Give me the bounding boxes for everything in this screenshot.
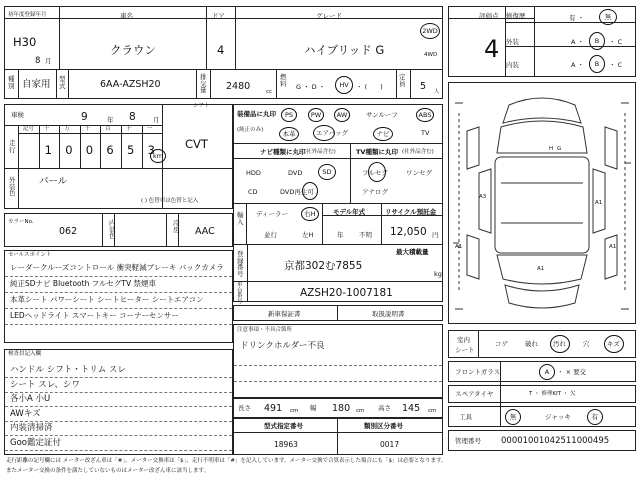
fuel-tail: ・ ( )	[356, 83, 383, 91]
hei-value: 145	[402, 403, 421, 414]
shift-label: シフト	[193, 103, 210, 109]
exterior-c: ・ C	[609, 38, 623, 46]
color-note: ( ) 色替車は色替と記入	[141, 198, 199, 204]
navi-cd: CD	[248, 188, 258, 196]
type-cert-box	[233, 418, 338, 455]
tv-type-title: TV種類に丸印	[356, 148, 398, 156]
damage-a1-right: A1	[609, 244, 617, 250]
manual-label: 取扱説明書	[372, 310, 405, 318]
model-year-label: モデル年式	[333, 208, 366, 216]
class-box	[337, 418, 443, 455]
damage-h: H	[549, 146, 554, 152]
car-outline-svg	[449, 83, 635, 323]
disp-label: 排気量	[200, 73, 207, 94]
navi-title: ナビ種類に丸印	[260, 148, 306, 156]
class-label: 類別区分番号	[364, 422, 403, 430]
disp-unit: cc	[266, 89, 273, 95]
model-value: 6AA-AZSH20	[100, 79, 161, 90]
type-label: 種別	[8, 75, 15, 90]
front-glass-box	[448, 361, 636, 382]
reg-no-value: 京都302む7855	[284, 260, 363, 272]
equip-airbag: エアバッグ	[316, 129, 348, 137]
interior-c: ・ C	[609, 61, 623, 69]
warranty-box	[233, 305, 338, 321]
doors-label: ドア	[212, 12, 225, 20]
model-year-box	[322, 203, 382, 245]
manual-box	[337, 305, 443, 321]
car-name-label: 車名	[120, 12, 133, 20]
equip-aw: AW	[334, 108, 350, 122]
sales-point-line: 本革シート パワーシート シートヒーター シートエアコン	[10, 295, 204, 304]
interior-color-label: 内装色	[109, 219, 116, 240]
len-value: 491	[264, 403, 283, 414]
tv-oneseg: ワンセグ	[406, 169, 432, 177]
exterior-label: 外装	[506, 38, 519, 46]
spare-items: T ・ 修理KIT ・ 欠	[529, 391, 576, 397]
inspector-line: 内装清掃済	[10, 423, 53, 433]
chassis-label: 車台番号	[237, 282, 243, 305]
mileage-digit-head: 一	[146, 126, 153, 132]
disp-value: 2480	[226, 81, 251, 92]
tv-fullseg: フルセグ	[362, 169, 388, 177]
equip-tv: TV	[421, 129, 430, 137]
equipment-sub: (純正のみ)	[237, 127, 264, 133]
equip-navi: ナビ	[373, 127, 393, 141]
seat-burn: コゲ	[495, 340, 508, 348]
mileage-digit: 5	[127, 143, 135, 157]
grade-cell	[235, 6, 443, 70]
fuel-label: 燃料	[280, 73, 287, 88]
model-year-unit: 年	[337, 231, 344, 239]
front-glass-tail: ・ × 要交	[557, 368, 587, 376]
cap-unit: 人	[434, 89, 440, 95]
recycle-box	[381, 203, 443, 245]
new-car-warranty: 新車保証書	[268, 310, 301, 318]
color-code-cell	[4, 213, 233, 247]
wid-label: 幅	[310, 404, 317, 412]
model-year-unknown: 不明	[359, 231, 372, 239]
max-load-label: 最大積載量	[396, 248, 429, 256]
color-code-value: 062	[59, 226, 78, 237]
hei-label: 高さ	[378, 404, 391, 412]
interior-label: 内装	[506, 61, 519, 69]
mileage-digit-head: 記号	[23, 126, 35, 132]
notes-text: ドリンクホルダー不良	[240, 341, 325, 351]
spare-label: スペアタイヤ	[455, 390, 494, 398]
shift-value: CVT	[185, 137, 208, 151]
inspector-title: 検査員記入欄	[8, 351, 42, 357]
airbag-circle	[313, 125, 335, 141]
type-cert-value: 18963	[274, 440, 298, 449]
type-cert-label: 型式指定番号	[264, 422, 303, 430]
max-load-unit: kg	[434, 270, 442, 278]
car-name-cell	[59, 6, 207, 70]
inspector-line: シート スレ、シワ	[10, 379, 81, 390]
repair-label: 修復歴	[506, 12, 526, 20]
dims-box	[233, 398, 443, 418]
cap-label: 定員	[399, 73, 406, 88]
inspection-label: 車検	[11, 111, 24, 119]
class-value: 0017	[380, 440, 400, 449]
interior-seat-label: 室内	[457, 336, 470, 344]
reg-date-cell	[4, 6, 60, 70]
seat-tear: 破れ	[525, 340, 538, 348]
interior-selected: B	[589, 55, 605, 73]
damage-a1-rear: A1	[537, 266, 545, 272]
doors-value: 4	[217, 43, 225, 57]
reg-no-label: 登録番号	[237, 250, 244, 278]
interior-seat-label2: シート	[455, 346, 475, 354]
inspection-cell	[4, 104, 163, 126]
navi-dvd-play-circle	[302, 182, 318, 200]
mgmt-label: 管理番号	[455, 437, 481, 445]
tv-analog: アナログ	[362, 188, 388, 196]
navi-tv-box	[233, 143, 443, 204]
sales-point-line: 純正SDナビ Bluetooth フルセグTV 禁煙車	[10, 279, 157, 288]
seat-stain: 汚れ	[553, 340, 566, 348]
inspector-line: AWキズ	[10, 408, 41, 419]
color-cell	[4, 168, 233, 209]
repair-selected: 無	[599, 9, 617, 25]
len-label: 長さ	[238, 404, 251, 412]
mileage-digit-head: 千	[84, 126, 91, 132]
score-label: 評価点	[479, 12, 499, 20]
import-label: 輸入	[237, 211, 244, 226]
seat-hole: 穴	[583, 340, 590, 348]
navi-sub: (社外品含む)	[304, 149, 336, 155]
jack-label: ジャッキ	[545, 413, 571, 421]
seat-scratch-circle	[604, 335, 624, 353]
mileage-digit: 6	[106, 143, 114, 157]
len-unit: cm	[290, 408, 299, 414]
tv-type-sub: (社外品含む)	[402, 149, 434, 155]
mileage-digit-head: 十	[43, 126, 50, 132]
interior-seat-box	[448, 330, 636, 358]
damage-a1-right-front: A1	[595, 200, 603, 206]
repair-options: 有 ・	[569, 14, 585, 22]
inspection-year-unit: 年	[107, 116, 114, 124]
sales-point-line: LEDヘッドライト スマートキー コーナーセンサー	[10, 311, 179, 320]
mileage-unit: km	[150, 149, 166, 163]
navi-hdd: HDD	[246, 169, 261, 177]
navi-dvd-play: DVD再生可	[280, 188, 314, 196]
seat-stain-circle	[550, 335, 570, 353]
ac-value: AAC	[195, 226, 215, 237]
seat-scratch: キズ	[607, 340, 620, 348]
interior-a: A ・	[571, 61, 585, 69]
condition-box	[506, 6, 636, 77]
import-parallel: 並行	[264, 231, 277, 239]
import-dealer: ディーラー	[256, 210, 288, 218]
chassis-value: AZSH20-1007181	[300, 287, 393, 299]
inspector-line: ハンドル シフト・トリム スレ	[10, 365, 126, 375]
damage-a1-left: A1	[455, 244, 463, 250]
equip-ps: PS	[281, 108, 297, 122]
reg-month: 8	[35, 56, 41, 66]
equip-abs: ABS	[416, 108, 434, 122]
grade-label: グレード	[316, 12, 342, 20]
drive-2wd: 2WD	[420, 23, 440, 39]
sales-points-title: セールスポイント	[8, 252, 52, 258]
mileage-digit-head: 万	[64, 126, 70, 132]
color-value: パール	[39, 176, 68, 187]
import-left-h: 左H	[302, 231, 314, 239]
mileage-digit: 0	[65, 143, 73, 157]
tools-val: 無	[505, 409, 521, 425]
mgmt-box	[448, 430, 636, 451]
inspection-year: 9	[81, 111, 88, 123]
equip-sunroof: サンルーフ	[366, 111, 398, 119]
mileage-digit: 3	[147, 143, 155, 157]
equipment-title: 装備品に丸印	[237, 110, 276, 118]
mileage-digit-head: 百	[105, 126, 111, 132]
navi-dvd: DVD	[288, 169, 303, 177]
mgmt-value: 00001001042511000495	[501, 436, 610, 446]
car-name: クラウン	[110, 43, 156, 57]
drive-4wd: 4WD	[424, 52, 438, 58]
wid-unit: cm	[356, 408, 365, 414]
mileage-digit: 0	[85, 143, 94, 157]
footer-line-1: 走行距離の記号欄には メーター改ざん車は「#」、メーター交換車は「$」、走行不明車は「#」を記入しています。メーター交換で合算表示した場合にも「$」は必要となります。	[6, 458, 447, 464]
type-value: 自家用	[22, 79, 51, 90]
mileage-digit: 1	[44, 143, 52, 157]
hei-unit: cm	[428, 408, 437, 414]
recycle-value: 12,050	[390, 226, 427, 238]
inspection-month: 8	[129, 111, 136, 123]
recycle-label: リサイクル預託金	[385, 208, 437, 216]
chassis-box	[233, 281, 443, 305]
tools-label: 工具	[459, 413, 472, 421]
recycle-unit: 円	[432, 231, 439, 239]
inspector-line: Goo鑑定証付	[10, 437, 61, 448]
reg-year: H30	[13, 35, 37, 49]
ac-label: 冷房	[173, 219, 180, 234]
reg-date-label: 初年度登録年月	[8, 12, 47, 18]
inspector-line: 各小A 小U	[10, 394, 51, 404]
score-value: 4	[484, 35, 500, 63]
fuel-options: G ・ D ・	[296, 83, 326, 91]
wid-value: 180	[332, 403, 351, 414]
reg-month-unit: 月	[45, 57, 52, 65]
damage-a3: A3	[479, 194, 487, 200]
spare-box	[448, 385, 636, 403]
model-label: 型式	[59, 75, 66, 90]
footer-line-2: またメーター交換の条件を満たしていないものはメーター改ざん車に該当します。	[6, 468, 210, 474]
exterior-a: A ・	[571, 38, 585, 46]
color-label: 外装色	[9, 176, 16, 197]
notes-title: 注意事項・不具合箇所	[237, 327, 293, 333]
equipment-box	[233, 104, 443, 144]
equip-pw: PW	[308, 108, 324, 122]
exterior-selected: B	[589, 32, 605, 50]
damage-g: G	[557, 146, 562, 152]
tv-fullseg-circle	[368, 162, 386, 182]
jack-val: 有	[587, 409, 603, 425]
equip-leather: 本革	[279, 127, 299, 141]
grade-value: ハイブリッド G	[304, 43, 385, 57]
reg-no-box	[233, 244, 443, 282]
doors-cell	[206, 6, 236, 70]
front-glass-sel: A	[539, 364, 555, 380]
notes-box	[233, 324, 443, 398]
inspection-month-unit: 月	[153, 116, 160, 124]
fuel-selected-hv: HV	[335, 76, 353, 94]
car-diagram	[448, 82, 636, 324]
cap-value: 5	[420, 81, 427, 92]
mileage-label: 走行	[9, 139, 16, 154]
sales-point-line: レーダークルーズコントロール 衝突軽減ブレーキ バックカメラ	[10, 263, 224, 272]
color-code-label: カラーNo.	[8, 219, 34, 225]
navi-sd: SD	[318, 164, 336, 180]
import-right-h: 右H	[301, 207, 319, 221]
tools-box	[448, 406, 636, 427]
front-glass-label: フロントガラス	[455, 368, 501, 376]
mileage-digit-head: 十	[126, 126, 132, 132]
